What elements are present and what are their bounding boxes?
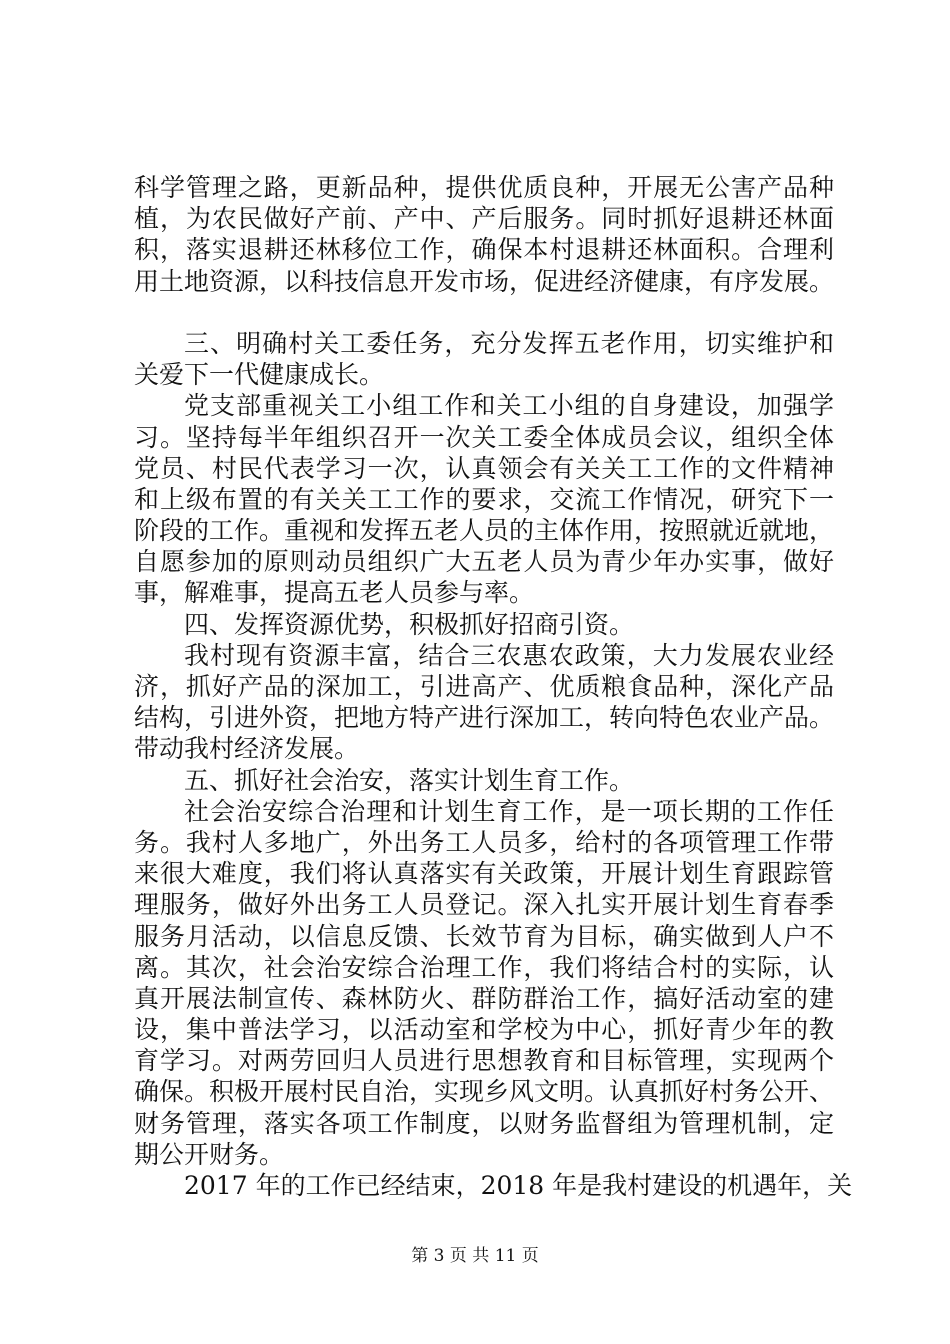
text-line: 四、发挥资源优势，积极抓好招商引资。 [184,609,635,639]
text-line: 财务管理，落实各项工作制度，以财务监督组为管理机制，定 [134,1108,834,1138]
text-line: 和上级布置的有关关工工作的要求，交流工作情况，研究下一 [134,484,834,514]
text-line: 党支部重视关工小组工作和关工小组的自身建设，加强学 [184,391,834,421]
text-line: 离。其次，社会治安综合治理工作，我们将结合村的实际，认 [134,952,834,982]
text-line: 事，解难事，提高五老人员参与率。 [134,578,535,608]
text-line: 确保。积极开展村民自治，实现乡风文明。认真抓好村务公开、 [134,1077,835,1107]
page-number-footer: 第 3 页 共 11 页 [411,1246,539,1266]
text-line: 三、明确村关工委任务，充分发挥五老作用，切实维护和 [184,328,834,358]
text-line: 结构，引进外资，把地方特产进行深加工，转向特色农业产品。 [134,703,835,733]
text-line: 党员、村民代表学习一次，认真领会有关关工工作的文件精神 [134,453,834,483]
text-line: 带动我村经济发展。 [134,734,360,764]
text-line: 来很大难度，我们将认真落实有关政策，开展计划生育跟踪管 [134,859,834,889]
text-line: 社会治安综合治理和计划生育工作，是一项长期的工作任 [184,796,834,826]
text-line: 济，抓好产品的深加工，引进高产、优质粮食品种，深化产品 [134,672,834,701]
text-line: 植，为农民做好产前、产中、产后服务。同时抓好退耕还林面 [134,204,834,234]
text-line: 习。坚持每半年组织召开一次关工委全体成员会议，组织全体 [134,422,834,452]
text-line: 用土地资源，以科技信息开发市场，促进经济健康，有序发展。 [134,266,835,296]
document-body [134,172,853,1201]
text-line: 五、抓好社会治安，落实计划生育工作。 [184,765,635,795]
text-line: 期公开财务。 [134,1139,285,1169]
text-line: 真开展法制宣传、森林防火、群防群治工作，搞好活动室的建 [134,983,834,1013]
text-line: 积，落实退耕还林移位工作，确保本村退耕还林面积。合理利 [134,235,834,265]
text-line: 我村现有资源丰富，结合三农惠农政策，大力发展农业经 [184,640,834,670]
text-line: 理服务，做好外出务工人员登记。深入扎实开展计划生育春季 [134,890,834,920]
text-line: 服务月活动，以信息反馈、长效节育为目标，确实做到人户不 [134,921,834,951]
text-line: 科学管理之路，更新品种，提供优质良种，开展无公害产品种 [134,173,834,202]
text-line: 务。我村人多地广，外出务工人员多，给村的各项管理工作带 [134,827,834,857]
text-line: 2017 年的工作已经结束，2018 年是我村建设的机遇年，关 [184,1171,853,1200]
text-line: 设，集中普法学习，以活动室和学校为中心，抓好青少年的教 [134,1015,834,1045]
paragraph-gap [134,297,834,328]
text-line: 阶段的工作。重视和发挥五老人员的主体作用，按照就近就地， [134,516,835,546]
text-line: 关爱下一代健康成长。 [134,360,385,390]
text-line: 育学习。对两劳回归人员进行思想教育和目标管理，实现两个 [134,1046,834,1076]
text-line: 自愿参加的原则动员组织广大五老人员为青少年办实事，做好 [134,547,834,577]
